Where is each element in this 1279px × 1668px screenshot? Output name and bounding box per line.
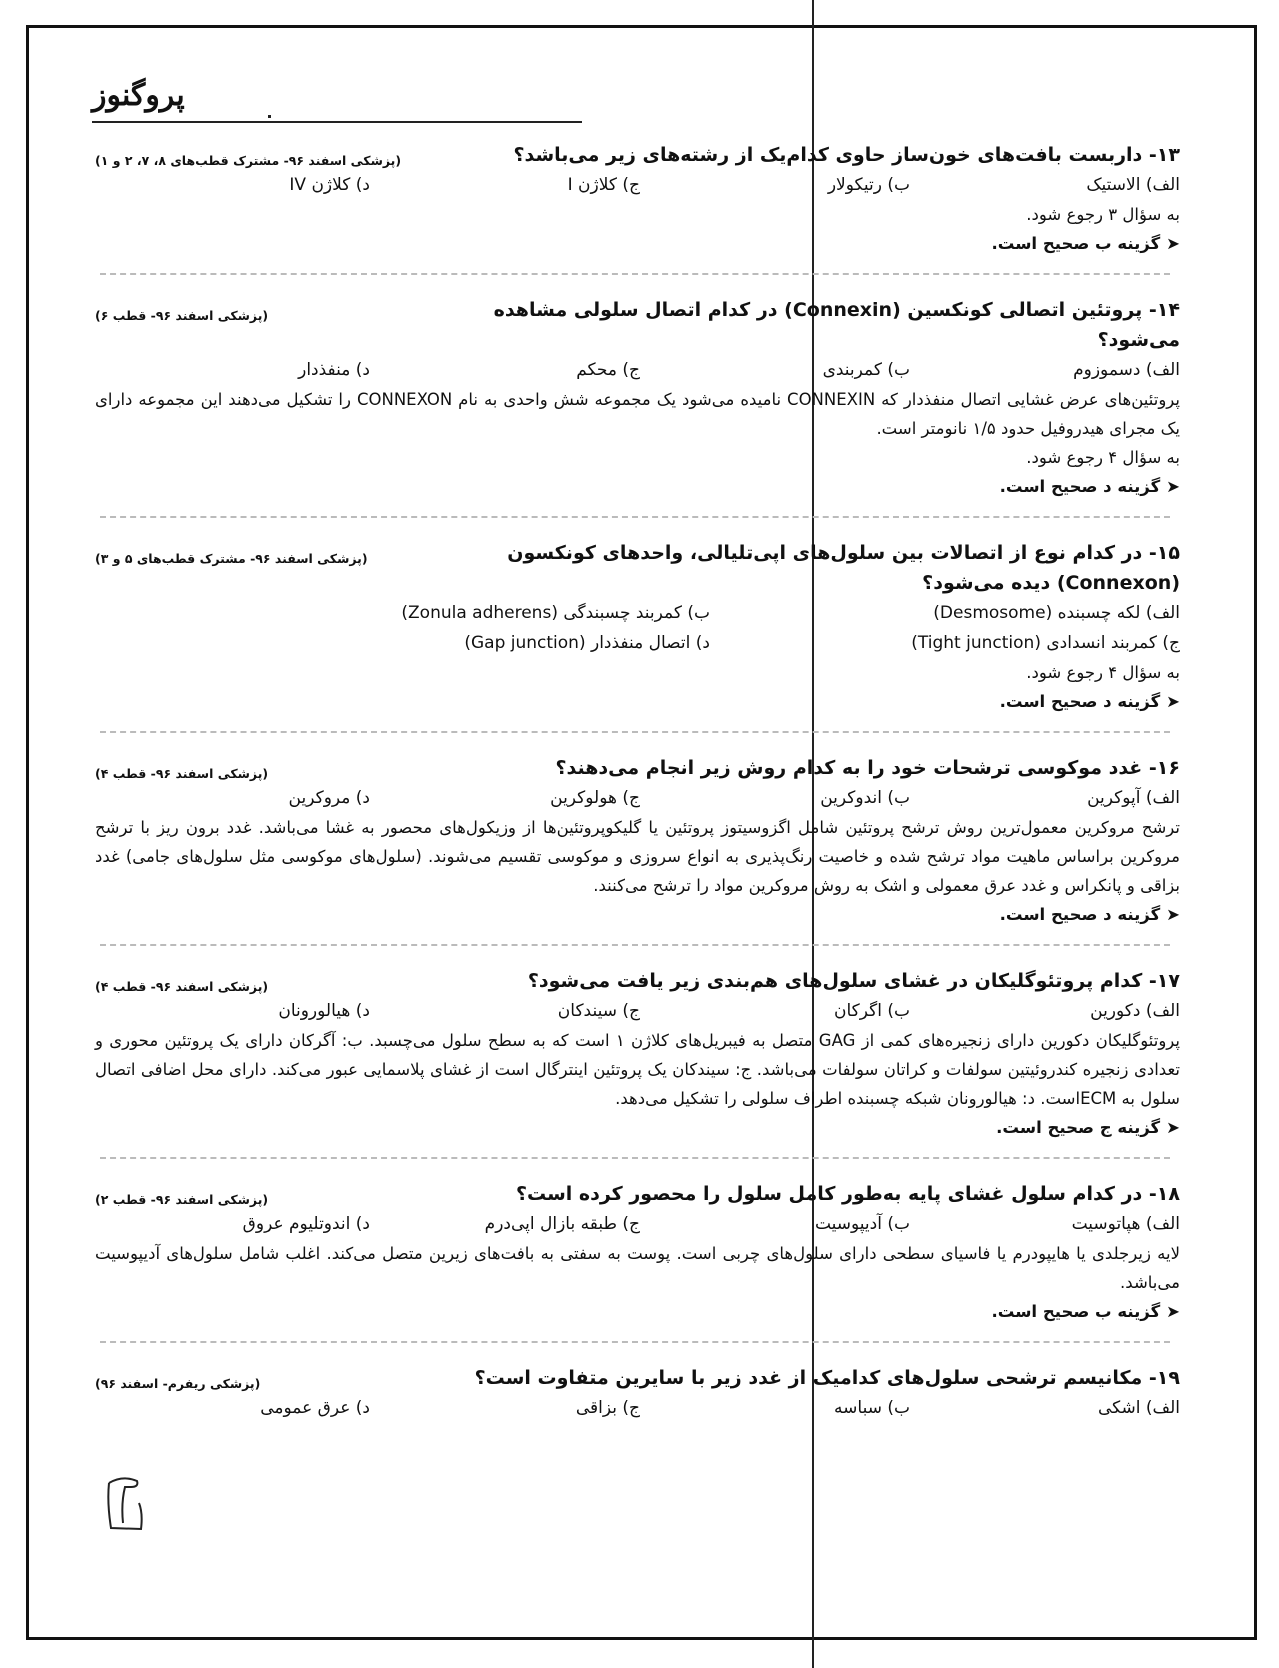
question-title (95, 966, 1180, 996)
answer-text: گزینه د صحیح است. (999, 692, 1161, 711)
option-b: ب) آدیپوسیت (814, 1214, 910, 1234)
option-a: الف) آپوکرین (1087, 788, 1180, 808)
explanation-ref: به سؤال ۴ رجوع شود. (1026, 448, 1180, 467)
handwritten-mark (103, 1473, 147, 1535)
question-19 (95, 1363, 1180, 1423)
explanation: پروتئین‌های عرض غشایی اتصال منفذدار که CONNEXIN نامیده می‌شود یک مجموعه شش واحدی به نام CONNEXON را تشکیل می‌دهند این مجموعه دارای یک مجرای هیدروفیل حدود ۱/۵ نانومتر است. (95, 390, 1180, 438)
arrow-icon: ➤ (1166, 905, 1180, 924)
question-title-text: ۱۸- در کدام سلول غشای پایه به‌طور کامل سلول را محصور کرده است؟ (515, 1183, 1180, 1205)
answer (95, 687, 1180, 717)
arrow-icon: ➤ (1166, 692, 1180, 711)
option-b: ب) اندوکرین (820, 788, 910, 808)
option-c: ج) بزاقی (575, 1398, 640, 1418)
question-source: (پزشکی اسفند ۹۶- مشترک قطب‌های ۸، ۷، ۲ و ۱) (95, 153, 402, 168)
question-title (95, 753, 1180, 783)
option-d: د) هیالورونان (278, 1001, 370, 1021)
questions-list (95, 140, 1180, 1423)
separator (95, 1327, 1180, 1363)
option-a: الف) دکورین (1090, 1001, 1180, 1021)
option-c: ج) طبقه بازال اپی‌درم (484, 1214, 640, 1234)
separator (95, 259, 1180, 295)
answer (95, 472, 1180, 502)
question-source: (پزشکی اسفند ۹۶- مشترک قطب‌های ۵ و ۳) (95, 551, 368, 566)
question-17 (95, 966, 1180, 1143)
explanation: به سؤال ۳ رجوع شود. (1026, 205, 1180, 224)
option-a: الف) دسموزوم (1073, 360, 1180, 380)
option-c: ج) سیندکان (557, 1001, 640, 1021)
option-a: الف) الاستیک (1086, 175, 1180, 195)
option-d: د) منفذدار (298, 360, 370, 380)
separator (95, 1143, 1180, 1179)
answer-text: گزینه د صحیح است. (999, 905, 1161, 924)
options-row-1 (95, 598, 1180, 628)
option-c: ج) هولوکرین (550, 788, 640, 808)
question-source: (پزشکی اسفند ۹۶- قطب ۲) (95, 1192, 269, 1207)
explanation: لایه زیرجلدی یا هایپودرم یا فاسیای سطحی دارای سلول‌های چربی است. پوست به سفتی به بافت‌های زیرین متصل می‌کند. اغلب شامل سلول‌های آدیپوسیت می‌باشد. (95, 1244, 1180, 1292)
option-d: د) کلاژن IV (289, 175, 370, 195)
option-b: ب) سباسه (834, 1398, 910, 1418)
question-title-text: ۱۹- مکانیسم ترشحی سلول‌های کدامیک از غدد زیر با سایرین متفاوت است؟ (474, 1367, 1180, 1389)
answer (95, 1113, 1180, 1143)
options (95, 355, 1180, 385)
question-title (95, 1363, 1180, 1393)
header-dot (268, 115, 271, 118)
option-b: ب) کمربند چسبندگی (Zonula adherens) (401, 603, 710, 623)
question-16 (95, 753, 1180, 930)
question-source: (پزشکی ریفرم- اسفند ۹۶) (95, 1376, 261, 1391)
question-14 (95, 295, 1180, 502)
question-title-text: ۱۴- پروتئین اتصالی کونکسین (Connexin) در کدام اتصال سلولی مشاهده می‌شود؟ (493, 299, 1180, 351)
option-b: ب) رتیکولار (827, 175, 910, 195)
separator (95, 502, 1180, 538)
question-source: (پزشکی اسفند ۹۶- قطب ۴) (95, 979, 269, 994)
answer-text: گزینه ب صحیح است. (991, 1302, 1161, 1321)
option-a: الف) هپاتوسیت (1071, 1214, 1180, 1234)
option-c: ج) کمربند انسدادی (Tight junction) (911, 633, 1180, 653)
arrow-icon: ➤ (1166, 234, 1180, 253)
option-a: الف) لکه چسبنده (Desmosome) (933, 603, 1180, 623)
explanation: پروتئوگلیکان دکورین دارای زنجیره‌های کمی از GAG متصل به فیبریل‌های کلاژن ۱ است که به سطح سلول می‌چسبد. ب: آگرکان دارای یک پروتئین محوری و تعدادی زنجیره کندروئیتین سولفات و کراتان سولفات می‌باشد. ج: سیندکان یک پروتئین اینترگال است از غشای پلاسمایی عبور می‌کند. دارای محل اضافی اتصال سلول به ECMاست. د: هیالورونان شبکه چسبنده اطراف سلولی را تشکیل می‌دهد. (95, 1031, 1180, 1108)
option-c: ج) کلاژن I (567, 175, 640, 195)
option-d: د) اندوتلیوم عروق (242, 1214, 370, 1234)
question-title-text: ۱۷- کدام پروتئوگلیکان در غشای سلول‌های هم‌بندی زیر یافت می‌شود؟ (527, 970, 1180, 992)
answer-text: گزینه ب صحیح است. (991, 234, 1161, 253)
question-title (95, 140, 1180, 170)
answer (95, 1297, 1180, 1327)
explanation: به سؤال ۴ رجوع شود. (1026, 663, 1180, 682)
question-title (95, 1179, 1180, 1209)
answer-text: گزینه ج صحیح است. (996, 1118, 1161, 1137)
answer-text: گزینه د صحیح است. (999, 477, 1161, 496)
question-source: (پزشکی اسفند ۹۶- قطب ۶) (95, 308, 269, 323)
separator (95, 930, 1180, 966)
option-a: الف) اشکی (1097, 1398, 1180, 1418)
arrow-icon: ➤ (1166, 1302, 1180, 1321)
arrow-icon: ➤ (1166, 477, 1180, 496)
question-13 (95, 140, 1180, 259)
question-title-text: ۱۳- داربست بافت‌های خون‌ساز حاوی کدام‌یک از رشته‌های زیر می‌باشد؟ (513, 144, 1180, 166)
header-rule (92, 121, 582, 123)
question-title-text: ۱۵- در کدام نوع از اتصالات بین سلول‌های اپی‌تلیالی، واحدهای کونکسون (Connexon) دیده می‌شود؟ (507, 542, 1180, 594)
options-row-2 (95, 628, 1180, 658)
question-title (95, 538, 1180, 598)
question-title-text: ۱۶- غدد موکوسی ترشحات خود را به کدام روش زیر انجام می‌دهند؟ (555, 757, 1180, 779)
option-d: د) عرق عمومی (260, 1398, 370, 1418)
question-source: (پزشکی اسفند ۹۶- قطب ۴) (95, 766, 269, 781)
question-15 (95, 538, 1180, 717)
option-c: ج) محکم (576, 360, 640, 380)
option-b: ب) اگرکان (834, 1001, 910, 1021)
question-18 (95, 1179, 1180, 1327)
answer (95, 900, 1180, 930)
explanation: ترشح مروکرین معمول‌ترین روش ترشح پروتئین شامل اگزوسیتوز پروتئین یا گلیکوپروتئین‌ها از وزیکول‌های محصور به غشا می‌باشد. غدد برون ریز با ترشح مروکرین براساس ماهیت مواد ترشح شده و خاصیت رنگ‌پذیری به انواع سروزی و موکوسی تقسیم می‌شوند. (سلول‌های موکوسی مثل سلول‌های جامی) غدد بزاقی و پانکراس و غدد عرق معمولی و اشک به روش مروکرین مواد را ترشح می‌کنند. (95, 818, 1180, 895)
logo: پروگنوز (92, 78, 185, 113)
separator (95, 717, 1180, 753)
option-d: د) اتصال منفذدار (Gap junction) (464, 633, 710, 653)
option-b: ب) کمربندی (822, 360, 910, 380)
arrow-icon: ➤ (1166, 1118, 1180, 1137)
option-d: د) مروکرین (288, 788, 370, 808)
answer (95, 229, 1180, 259)
question-title (95, 295, 1180, 355)
